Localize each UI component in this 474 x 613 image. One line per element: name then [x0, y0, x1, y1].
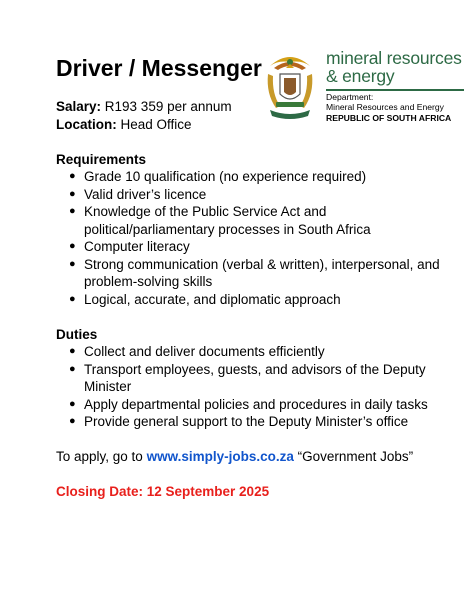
list-item: [56, 396, 456, 414]
requirement-text: Knowledge of the Public Service Act and political/parliamentary processes in South Africa: [84, 204, 371, 237]
department-name: [326, 49, 462, 85]
salary-label: Salary:: [56, 99, 102, 114]
bullet-icon: ●: [69, 415, 76, 427]
department-label: Department:: [326, 92, 374, 102]
list-item: [56, 361, 456, 396]
bullet-icon: ●: [69, 240, 76, 252]
duty-text: Transport employees, guests, and advisors of the Deputy Minister: [84, 361, 426, 394]
bullet-icon: ●: [69, 292, 76, 305]
salary-value: R193 359 per annum: [101, 99, 232, 114]
list-item: [56, 256, 456, 291]
list-item: [56, 168, 456, 186]
list-item: [56, 238, 456, 256]
requirements-heading: Requirements: [56, 151, 147, 167]
requirement-text: Logical, accurate, and diplomatic approach: [84, 291, 341, 307]
country-name: REPUBLIC OF SOUTH AFRICA: [326, 112, 452, 123]
requirements-list: [56, 168, 456, 308]
bullet-icon: ●: [69, 187, 76, 200]
apply-line: [56, 448, 456, 466]
bullet-icon: ●: [69, 362, 76, 375]
department-name-line2: & energy: [326, 66, 395, 86]
job-details: [56, 98, 456, 501]
duty-text: Provide general support to the Deputy Minister’s office: [84, 414, 409, 429]
list-item: [56, 343, 456, 361]
department-name-line1: mineral resources: [326, 48, 462, 68]
bullet-icon: ●: [69, 205, 76, 217]
bullet-icon: ●: [69, 170, 76, 182]
apply-prefix: To apply, go to: [56, 449, 147, 464]
duty-text: Collect and deliver documents efficiently: [84, 344, 325, 359]
location-line: [56, 116, 456, 134]
requirement-text: Grade 10 qualification (no experience required): [84, 169, 367, 184]
list-item: [56, 203, 456, 238]
salary-line: [56, 98, 456, 116]
requirement-text: Strong communication (verbal & written), interpersonal, and problem-solving skills: [84, 256, 440, 289]
apply-link[interactable]: www.simply-jobs.co.za: [146, 449, 294, 464]
duties-list: [56, 343, 456, 431]
duties-heading: Duties: [56, 326, 98, 342]
page-title: Driver / Messenger: [56, 55, 262, 81]
bullet-icon: ●: [69, 345, 76, 357]
duty-text: Apply departmental policies and procedures in daily tasks: [84, 396, 428, 412]
requirement-text: Valid driver’s licence: [84, 186, 207, 202]
apply-suffix: “Government Jobs”: [293, 449, 414, 464]
list-item: [56, 413, 456, 431]
list-item: [56, 186, 456, 204]
department-full-name: Mineral Resources and Energy: [326, 102, 444, 113]
bullet-icon: ●: [69, 257, 76, 270]
bullet-icon: ●: [69, 397, 76, 410]
location-label: Location:: [56, 116, 117, 132]
location-value: Head Office: [116, 116, 192, 132]
closing-date: Closing Date: 12 September 2025: [56, 484, 270, 499]
requirement-text: Computer literacy: [84, 239, 190, 254]
list-item: [56, 291, 456, 309]
logo-divider: [326, 89, 464, 91]
